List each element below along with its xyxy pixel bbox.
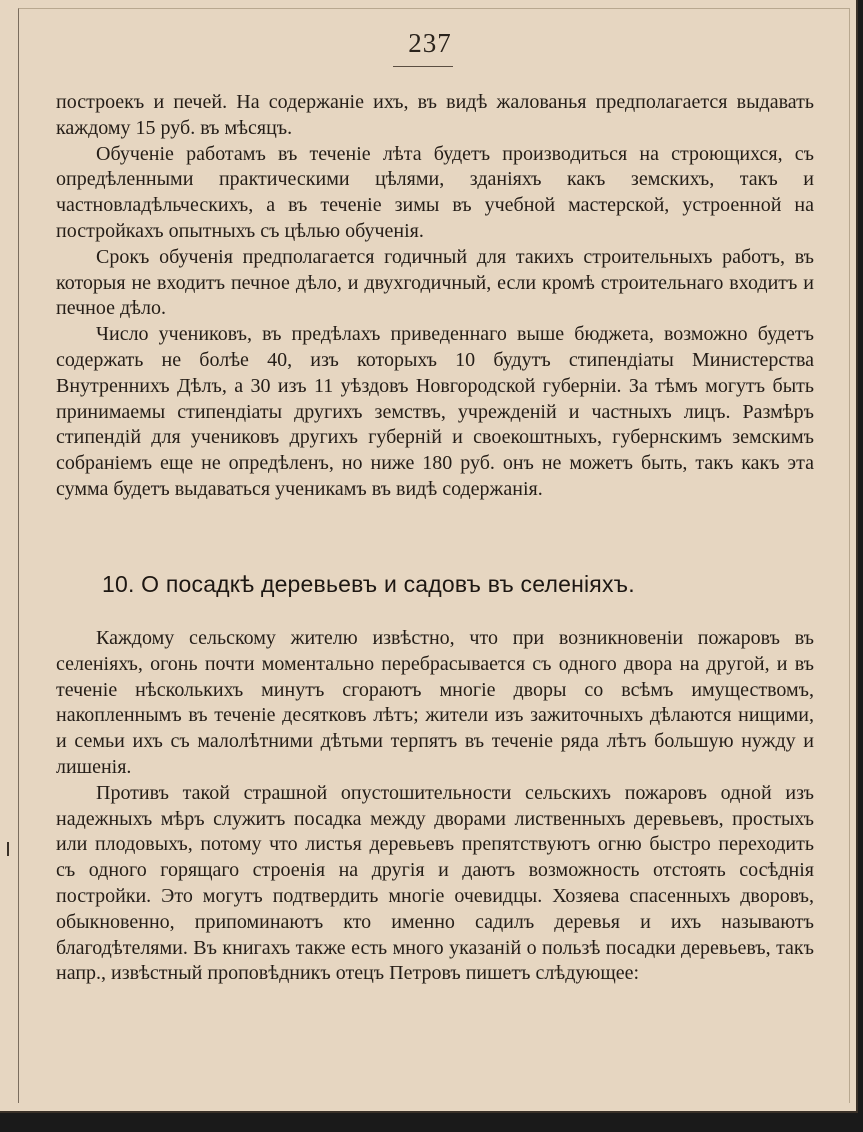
section-two-text bbox=[56, 626, 814, 987]
section-one-text bbox=[56, 90, 814, 503]
page-number: 237 bbox=[408, 28, 452, 58]
paragraph: Каждому сельскому жителю извѣстно, что при возникновеніи пожаровъ въ селеніяхъ, огонь почти моментально перебрасывается съ одного двора на другой, и въ теченіе нѣсколькихъ минутъ сгораютъ многіе дворы со всѣмъ имуществомъ, накопленнымъ въ теченіе десятковъ лѣтъ; жители изъ зажиточныхъ дѣлаются нищими, и семьи ихъ съ малолѣтними дѣтьми терпятъ въ теченіе ряда лѣтъ большую нужду и лишенія. bbox=[56, 627, 814, 778]
paragraph: Противъ такой страшной опустошительности сельскихъ пожаровъ одной изъ надежныхъ мѣръ служитъ посадка между дворами лиственныхъ деревьевъ, простыхъ или плодовыхъ, потому что листья деревьевъ препятствуютъ огню быстро переходить съ одного горящаго строенія на другія и даютъ возможность отстоять сосѣднія постройки. Это могутъ подтвердить многіе очевидцы. Хозяева спасенныхъ дворовъ, обыкновенно, припоминаютъ кто именно садилъ деревья и ихъ называютъ благодѣтелями. Въ книгахъ также есть много указаній о пользѣ посадки деревьевъ, такъ напр., извѣстный проповѣдникъ отецъ Петровъ пишетъ слѣдующее: bbox=[56, 781, 814, 985]
paragraph: Обученіе работамъ въ теченіе лѣта будетъ производиться на строющихся, съ опредѣленными практическими цѣлями, зданіяхъ какъ земскихъ, такъ и частновладѣльческихъ, а въ теченіе зимы въ учебной мастерской, устроенной на постройкахъ опытныхъ съ цѣлью обученія. bbox=[56, 142, 814, 242]
paragraph: построекъ и печей. На содержаніе ихъ, въ видѣ жалованья предполагается выдавать каждому 15 руб. въ мѣсяцъ. bbox=[56, 91, 814, 139]
binding-mark bbox=[7, 842, 19, 856]
section-heading: 10. О посадкѣ деревьевъ и садовъ въ селеніяхъ. bbox=[102, 571, 635, 597]
paragraph: Число учениковъ, въ предѣлахъ приведеннаго выше бюджета, возможно будетъ содержать не болѣе 40, изъ которыхъ 10 будутъ стипендіаты Министерства Внутреннихъ Дѣлъ, а 30 изъ 11 уѣздовъ Новгородской губерніи. За тѣмъ могутъ быть принимаемы стипендіаты другихъ земствъ, учрежденій и частныхъ лицъ. Размѣръ стипендій для учениковъ другихъ губерній и своекоштныхъ, губернскимъ земскимъ собраніемъ еще не опредѣленъ, но ниже 180 руб. онъ не можетъ быть, такъ какъ эта сумма будетъ выдаваться ученикамъ въ видѣ содержанія. bbox=[56, 323, 814, 500]
paragraph: Срокъ обученія предполагается годичный для такихъ строительныхъ работъ, въ которыя не входитъ печное дѣло, и двухгодичный, если кромѣ строительнаго входитъ и печное дѣло. bbox=[56, 245, 814, 320]
page-number-rule bbox=[393, 66, 453, 67]
